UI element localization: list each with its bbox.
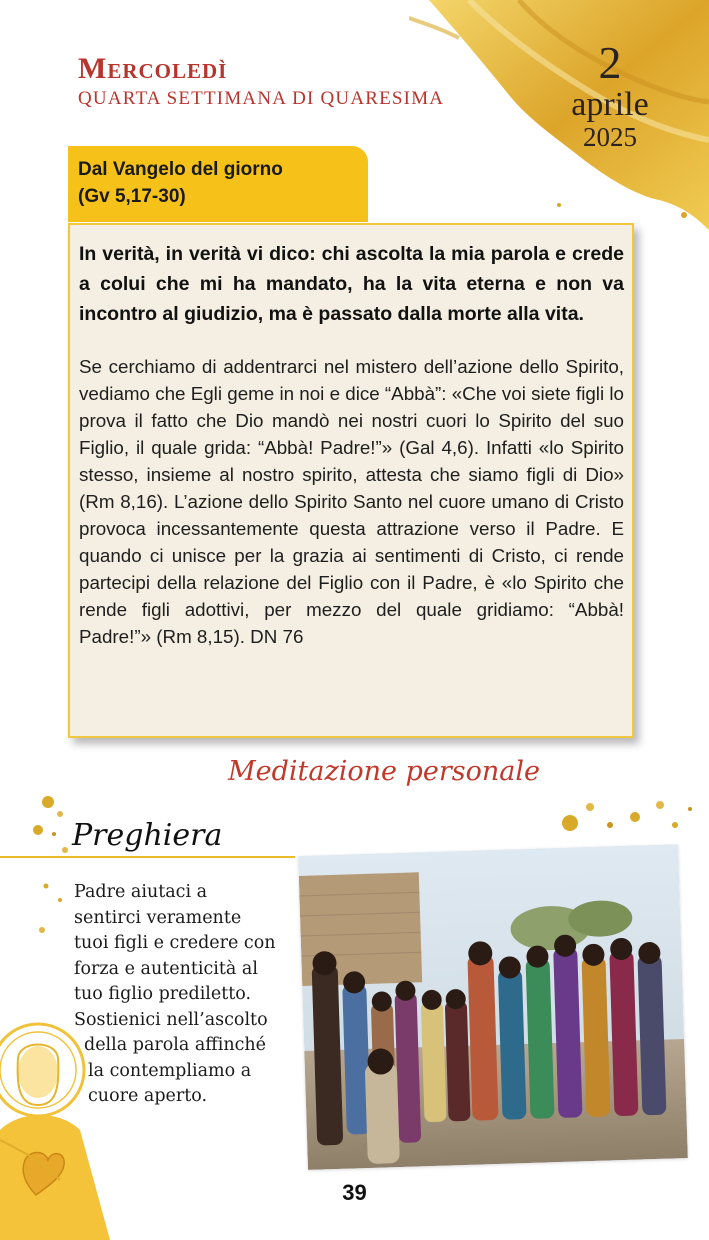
children-photo [298,844,688,1170]
prayer-line: forza e autenticità al [74,958,258,979]
prayer-line: Padre aiutaci a [74,882,208,902]
prayer-line: tuoi figli e credere con [74,933,276,953]
meditation-heading: Meditazione personale [228,756,540,787]
prayer-divider [0,856,295,858]
date-day: 2 [598,37,622,88]
prayer-line: della parola affinché [84,1035,267,1055]
date-block [540,37,680,152]
gospel-header-tab [68,146,368,222]
gospel-tab-title: Dal Vangelo del giorno [78,159,283,180]
date-year: 2025 [583,122,637,152]
gospel-reference: (Gv 5,17-30) [78,186,186,207]
prayer-line: tuo figlio prediletto. [74,984,252,1004]
gospel-commentary: Se cerchiamo di addentrarci nel mistero dell’azione dello Spirito, vediamo che Egli geme in noi e dice “Abbà”: «Che voi siete figli lo prova il fatto che Dio mandò nei nostri cuori lo Spirito del suo Figlio, il quale grida: “Abbà! Padre!”» (Gal 4,6). Infatti «lo Spirito stesso, insieme al nostro spirito, attesta che siamo figli di Dio» (Rm 8,16). L’azione dello Spirito Santo nel cuore umano di Cristo provoca incessantemente questa attrazione verso il Padre. E quando ci unisce per la grazia ai sentimenti di Cristo, ci rende partecipi della relazione del Figlio con il Padre, è «lo Spirito che rende figli adottivi, per mezzo del quale gridiamo: “Abbà! Padre!”» (Rm 8,15). DN 76 [79,356,624,647]
liturgical-week: QUARTA SETTIMANA DI QUARESIMA [78,88,445,109]
gospel-verse: In verità, in verità vi dico: chi ascolta la mia parola e crede a colui che mi ha mandato, ha la vita eterna e non va incontro al giudizio, ma è passato dalla morte alla vita. [79,243,624,325]
prayer-line: Sostienici nell’ascolto [74,1009,268,1030]
gospel-box [68,223,634,738]
prayer-heading: Preghiera [72,818,223,853]
page-number: 39 [342,1180,367,1205]
date-month: aprile [571,86,649,123]
prayer-line: la contempliamo a [88,1060,252,1081]
prayer-line: sentirci veramente [74,907,242,928]
gold-specks-left [20,790,80,950]
day-name: Mercoledì [78,52,228,85]
prayer-line: cuore aperto. [88,1086,208,1106]
gold-specks-right [550,795,700,845]
